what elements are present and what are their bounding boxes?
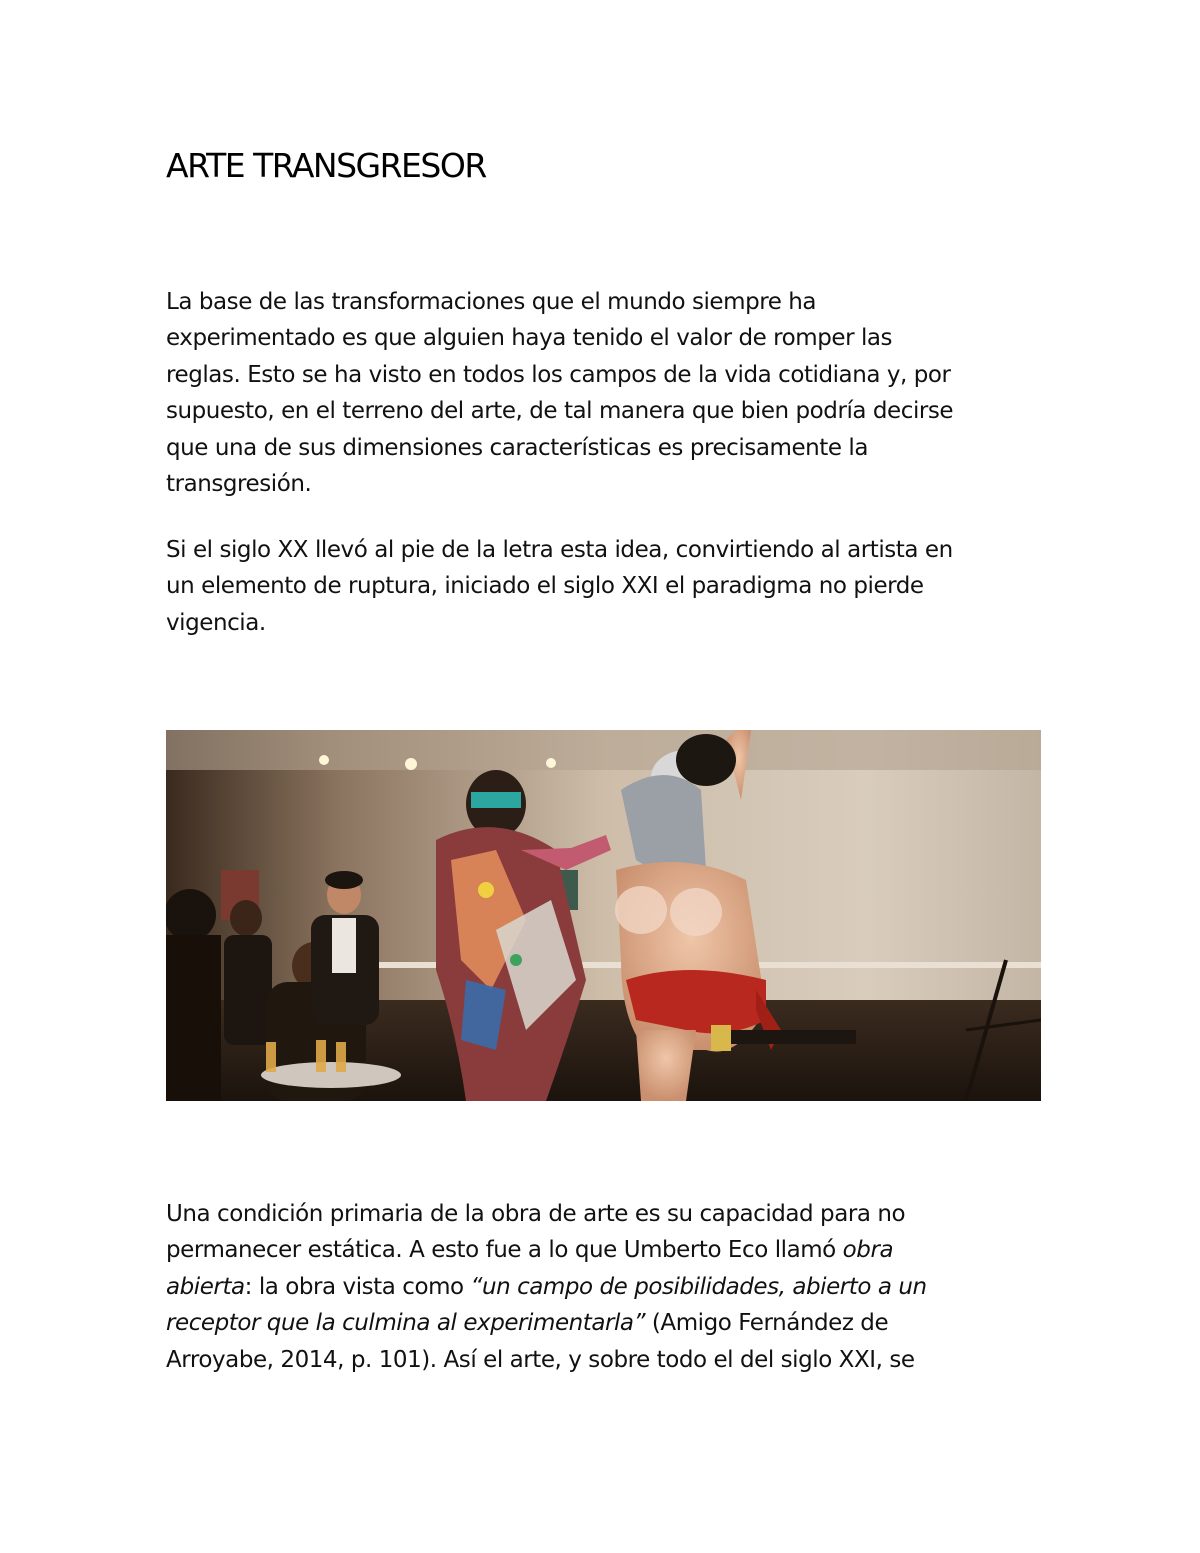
text-line: Arroyabe, 2014, p. 101). Así el arte, y sobre todo el del siglo XXI, se [166, 1346, 915, 1373]
text-line: reglas. Esto se ha visto en todos los campos de la vida cotidiana y, por [166, 361, 951, 388]
text-line: supuesto, en el terreno del arte, de tal manera que bien podría decirse [166, 398, 954, 425]
text-line: La base de las transformaciones que el mundo siempre ha [166, 289, 817, 315]
text-run: : la obra vista como [244, 1273, 471, 1300]
performance-photo [166, 730, 1041, 1101]
text-run: (Amigo Fernández de [645, 1310, 889, 1337]
paragraph-intro [166, 284, 1046, 502]
text-run: permanecer estática. A esto fue a lo que Umberto Eco llamó [166, 1237, 843, 1264]
italic-quote: “un campo de posibilidades, abierto a un [470, 1273, 927, 1300]
text-line: transgresión. [166, 471, 312, 498]
document-title: ARTE TRANSGRESOR [166, 146, 486, 185]
italic-quote: receptor que la culmina al experimentarla” [166, 1310, 646, 1337]
text-line [166, 1305, 1046, 1341]
text-line: que una de sus dimensiones características es precisamente la [166, 434, 868, 461]
text-line: un elemento de ruptura, iniciado el siglo XXI el paradigma no pierde [166, 573, 924, 600]
text-line: Una condición primaria de la obra de arte es su capacidad para no [166, 1201, 906, 1227]
italic-term: abierta [166, 1273, 245, 1300]
paragraph-obra-abierta [166, 1196, 1046, 1378]
text-line: vigencia. [166, 609, 266, 636]
italic-term: obra [842, 1237, 894, 1264]
paragraph-siglo [166, 532, 1046, 641]
text-line [166, 1269, 1046, 1305]
text-line [166, 1232, 1046, 1268]
text-line: Si el siglo XX llevó al pie de la letra esta idea, convirtiendo al artista en [166, 537, 953, 563]
text-line: experimentado es que alguien haya tenido el valor de romper las [166, 325, 893, 352]
